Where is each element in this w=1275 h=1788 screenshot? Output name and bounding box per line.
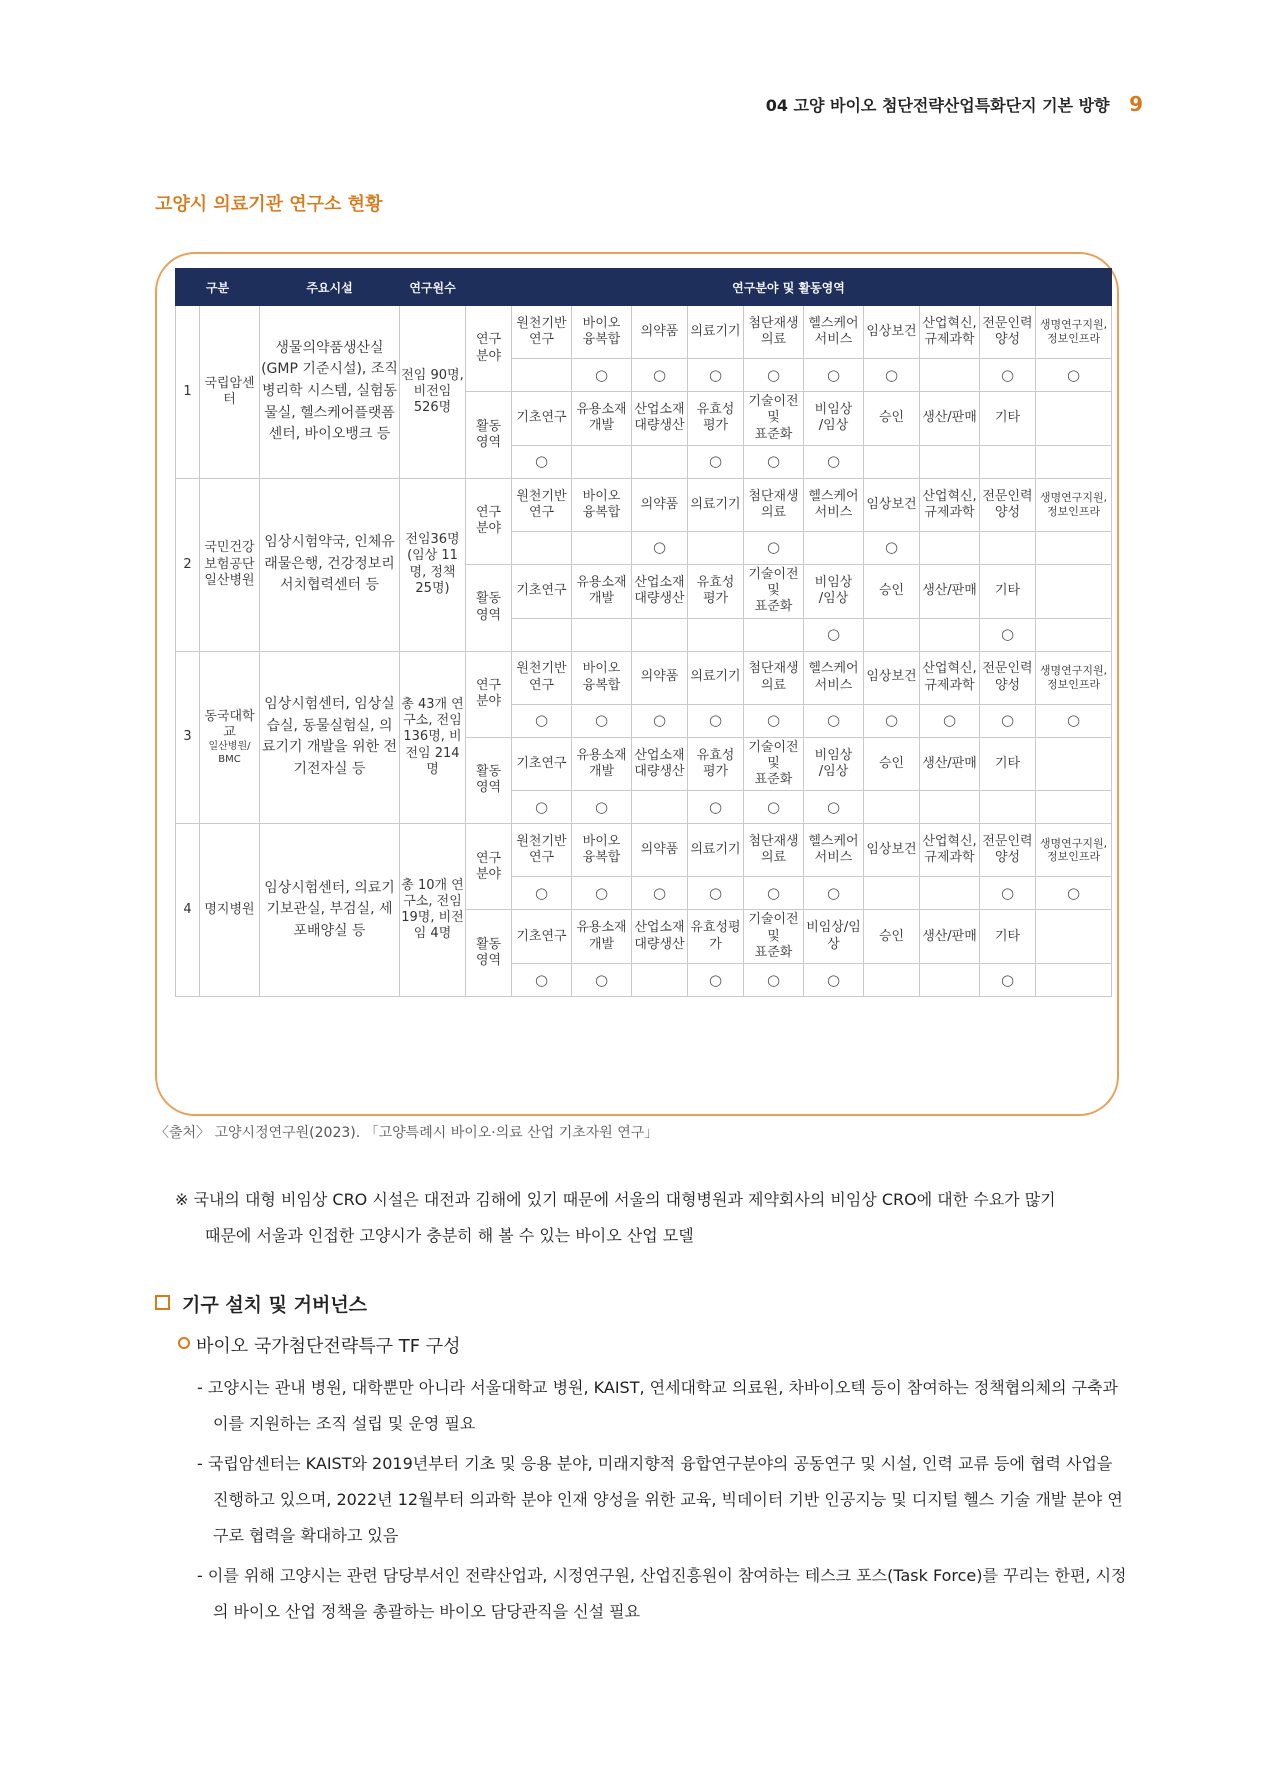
field-mark: ○ [512, 704, 572, 737]
page-number: 9 [1129, 92, 1143, 116]
activity-mark [1036, 445, 1112, 478]
activity-category: 기타 [980, 392, 1036, 446]
field-category: 원천기반 연구 [512, 306, 572, 359]
row-number: 1 [176, 306, 200, 479]
field-category: 원천기반 연구 [512, 651, 572, 704]
header-gubun: 구분 [176, 269, 260, 306]
field-mark: ○ [688, 877, 744, 910]
field-mark: ○ [632, 359, 688, 392]
field-mark [804, 531, 864, 564]
field-category: 생명연구지원, 정보인프라 [1036, 651, 1112, 704]
activity-category: 기술이전 및 표준화 [744, 737, 804, 791]
field-category: 원천기반 연구 [512, 478, 572, 531]
table-row [176, 651, 1112, 704]
table-row [176, 824, 1112, 877]
activity-mark [572, 618, 632, 651]
activity-category [1036, 564, 1112, 618]
institution-name-sub: 일산병원/ BMC [208, 741, 251, 765]
governance-title-text: 기구 설치 및 거버넌스 [182, 1294, 368, 1316]
institution-name-text: 국민건강보험공단 일산병원 [204, 540, 255, 588]
activity-mark [512, 618, 572, 651]
activity-mark: ○ [572, 964, 632, 997]
circle-bullet-icon [178, 1337, 190, 1349]
activity-category: 비임상 /임상 [804, 564, 864, 618]
field-category: 바이오 융복합 [572, 824, 632, 877]
field-mark: ○ [688, 704, 744, 737]
header-fields: 연구분야 및 활동영역 [466, 269, 1112, 306]
field-category: 전문인력 양성 [980, 824, 1036, 877]
institution-name [200, 651, 260, 824]
chapter-title: 04 고양 바이오 첨단전략산업특화단지 기본 방향 [765, 96, 1110, 115]
activity-category: 기타 [980, 737, 1036, 791]
activity-category: 유효성 평가 [688, 392, 744, 446]
field-category: 의료기기 [688, 824, 744, 877]
activity-category: 승인 [864, 392, 920, 446]
institution-table [175, 268, 1112, 997]
field-mark [1036, 531, 1112, 564]
field-mark [512, 531, 572, 564]
field-mark [920, 531, 980, 564]
field-category: 첨단재생 의료 [744, 651, 804, 704]
institution-name [200, 306, 260, 479]
header-researchers: 연구원수 [400, 269, 466, 306]
activity-mark [572, 445, 632, 478]
activity-mark: ○ [804, 618, 864, 651]
field-mark: ○ [744, 359, 804, 392]
activity-mark [980, 445, 1036, 478]
field-category: 생명연구지원, 정보인프라 [1036, 306, 1112, 359]
activity-mark [864, 791, 920, 824]
field-mark: ○ [632, 531, 688, 564]
field-mark: ○ [512, 877, 572, 910]
note-line-2: 때문에 서울과 인접한 고양시가 충분히 해 볼 수 있는 바이오 산업 모델 [205, 1226, 694, 1245]
field-mark: ○ [980, 704, 1036, 737]
section-title: 고양시 의료기관 연구소 현황 [155, 194, 383, 215]
field-mark: ○ [744, 877, 804, 910]
activity-category: 유용소재 개발 [572, 392, 632, 446]
field-category: 산업혁신, 규제과학 [920, 651, 980, 704]
researchers-cell: 총 10개 연구소, 전임 19명, 비전임 4명 [400, 824, 466, 997]
field-category: 헬스케어 서비스 [804, 306, 864, 359]
field-category: 임상보건 [864, 306, 920, 359]
activity-mark [920, 445, 980, 478]
field-category: 전문인력 양성 [980, 478, 1036, 531]
field-mark: ○ [864, 704, 920, 737]
activity-category: 기술이전 및 표준화 [744, 910, 804, 964]
activity-category: 유효성 평가 [688, 564, 744, 618]
field-mark: ○ [804, 359, 864, 392]
researchers-cell: 총 43개 연구소, 전임 136명, 비전임 214명 [400, 651, 466, 824]
field-category: 임상보건 [864, 651, 920, 704]
facilities-cell: 임상시험약국, 인체유래물은행, 건강정보리서치협력센터 등 [260, 478, 400, 651]
institution-name-text: 국립암센터 [204, 375, 255, 407]
field-mark [688, 531, 744, 564]
activity-category: 기타 [980, 910, 1036, 964]
activity-mark: ○ [512, 791, 572, 824]
activity-category: 생산/판매 [920, 564, 980, 618]
field-category: 바이오 융복합 [572, 306, 632, 359]
facilities-cell: 임상시험센터, 임상실습실, 동물실험실, 의료기기 개발을 위한 전기전자실 등 [260, 651, 400, 824]
activity-category: 유용소재 개발 [572, 737, 632, 791]
field-mark [572, 531, 632, 564]
activity-mark [920, 791, 980, 824]
row-number: 2 [176, 478, 200, 651]
field-category: 의약품 [632, 306, 688, 359]
field-mark: ○ [804, 877, 864, 910]
activity-category: 비임상 /임상 [804, 392, 864, 446]
field-category: 헬스케어 서비스 [804, 824, 864, 877]
researchers-cell: 전임36명 (임상 11명, 정책 25명) [400, 478, 466, 651]
researchers-cell: 전임 90명, 비전임 526명 [400, 306, 466, 479]
activity-mark [1036, 791, 1112, 824]
activity-mark: ○ [744, 964, 804, 997]
field-category: 원천기반 연구 [512, 824, 572, 877]
field-mark: ○ [744, 704, 804, 737]
activity-mark [920, 618, 980, 651]
field-category: 생명연구지원, 정보인프라 [1036, 824, 1112, 877]
activity-category [1036, 910, 1112, 964]
table-row [176, 478, 1112, 531]
source-citation: 〈출처〉 고양시정연구원(2023). 「고양특례시 바이오·의료 산업 기초자원 연구」 [155, 1125, 659, 1141]
activity-mark: ○ [744, 791, 804, 824]
activity-mark [688, 618, 744, 651]
activity-category: 기초연구 [512, 392, 572, 446]
activity-mark [632, 445, 688, 478]
activity-mark: ○ [804, 791, 864, 824]
field-label: 연구 분야 [466, 824, 512, 910]
field-category: 임상보건 [864, 478, 920, 531]
table-row [176, 306, 1112, 359]
field-mark: ○ [572, 704, 632, 737]
activity-category: 유용소재 개발 [572, 910, 632, 964]
governance-title [155, 1290, 367, 1317]
activity-mark [632, 964, 688, 997]
activity-category: 생산/판매 [920, 392, 980, 446]
field-category: 의약품 [632, 478, 688, 531]
institution-name-text: 명지병원 [204, 902, 255, 917]
field-category: 첨단재생 의료 [744, 306, 804, 359]
field-mark: ○ [572, 877, 632, 910]
field-mark [864, 877, 920, 910]
field-category: 의료기기 [688, 306, 744, 359]
facilities-cell: 생물의약품생산실(GMP 기준시설), 조직병리학 시스템, 실험동물실, 헬스케어플랫폼센터, 바이오뱅크 등 [260, 306, 400, 479]
activity-mark: ○ [688, 791, 744, 824]
field-category: 임상보건 [864, 824, 920, 877]
governance-subtitle-text: 바이오 국가첨단전략특구 TF 구성 [196, 1336, 461, 1357]
field-mark: ○ [688, 359, 744, 392]
field-mark: ○ [1036, 359, 1112, 392]
field-label: 연구 분야 [466, 651, 512, 737]
field-category: 바이오 융복합 [572, 651, 632, 704]
header-facilities: 주요시설 [260, 269, 400, 306]
note-line-1: ※ 국내의 대형 비임상 CRO 시설은 대전과 김해에 있기 때문에 서울의 대형병원과 제약회사의 비임상 CRO에 대한 수요가 많기 [175, 1190, 1056, 1209]
field-mark: ○ [632, 877, 688, 910]
activity-mark: ○ [512, 964, 572, 997]
activity-category: 기초연구 [512, 910, 572, 964]
activity-mark: ○ [804, 445, 864, 478]
activity-category: 유효성 평가 [688, 737, 744, 791]
bullet-item: - 고양시는 관내 병원, 대학뿐만 아니라 서울대학교 병원, KAIST, 연세대학교 의료원, 차바이오텍 등이 참여하는 정책협의체의 구축과 이를 지원하는 조직 설립 및 운영 필요 [197, 1378, 1119, 1433]
activity-mark [864, 618, 920, 651]
field-category: 전문인력 양성 [980, 651, 1036, 704]
activity-mark [864, 964, 920, 997]
institution-name [200, 478, 260, 651]
activity-category: 비임상/임상 [804, 910, 864, 964]
field-label: 연구 분야 [466, 478, 512, 564]
bullet-item: - 이를 위해 고양시는 관련 담당부서인 전략산업과, 시정연구원, 산업진흥원이 참여하는 테스크 포스(Task Force)를 꾸리는 한편, 시정의 바이오 산업 정책을 총괄하는 바이오 담당관직을 신설 필요 [197, 1566, 1127, 1621]
row-number: 4 [176, 824, 200, 997]
field-mark: ○ [980, 359, 1036, 392]
field-category: 산업혁신, 규제과학 [920, 306, 980, 359]
activity-mark: ○ [572, 791, 632, 824]
institution-name [200, 824, 260, 997]
note [175, 1182, 1135, 1254]
activity-mark: ○ [980, 618, 1036, 651]
activity-category [1036, 737, 1112, 791]
activity-category [1036, 392, 1112, 446]
activity-mark [744, 618, 804, 651]
field-category: 전문인력 양성 [980, 306, 1036, 359]
activity-category: 승인 [864, 564, 920, 618]
activity-mark: ○ [804, 964, 864, 997]
field-mark [980, 531, 1036, 564]
field-category: 생명연구지원, 정보인프라 [1036, 478, 1112, 531]
field-mark: ○ [864, 359, 920, 392]
row-number: 3 [176, 651, 200, 824]
field-mark: ○ [572, 359, 632, 392]
activity-mark: ○ [744, 445, 804, 478]
activity-category: 기초연구 [512, 737, 572, 791]
activity-mark [632, 791, 688, 824]
field-category: 헬스케어 서비스 [804, 651, 864, 704]
activity-category: 기술이전 및 표준화 [744, 564, 804, 618]
activity-mark [1036, 618, 1112, 651]
activity-mark: ○ [688, 445, 744, 478]
field-category: 첨단재생 의료 [744, 478, 804, 531]
activity-mark: ○ [688, 964, 744, 997]
field-label: 연구 분야 [466, 306, 512, 392]
governance-bullets [197, 1370, 1132, 1634]
activity-label: 활동 영역 [466, 392, 512, 479]
field-mark: ○ [1036, 704, 1112, 737]
field-category: 첨단재생 의료 [744, 824, 804, 877]
activity-category: 유효성평가 [688, 910, 744, 964]
field-mark: ○ [920, 704, 980, 737]
activity-label: 활동 영역 [466, 910, 512, 997]
field-mark: ○ [804, 704, 864, 737]
field-mark: ○ [632, 704, 688, 737]
activity-category: 산업소재 대량생산 [632, 564, 688, 618]
activity-category: 기타 [980, 564, 1036, 618]
activity-category: 승인 [864, 737, 920, 791]
activity-category: 생산/판매 [920, 737, 980, 791]
facilities-cell: 임상시험센터, 의료기기보관실, 부검실, 세포배양실 등 [260, 824, 400, 997]
field-category: 산업혁신, 규제과학 [920, 478, 980, 531]
institution-name-text: 동국대학교 [204, 708, 255, 740]
activity-mark [632, 618, 688, 651]
activity-category: 기술이전 및 표준화 [744, 392, 804, 446]
field-mark: ○ [864, 531, 920, 564]
field-mark: ○ [980, 877, 1036, 910]
activity-category: 기초연구 [512, 564, 572, 618]
activity-mark [980, 791, 1036, 824]
activity-mark [920, 964, 980, 997]
field-mark [920, 877, 980, 910]
field-category: 바이오 융복합 [572, 478, 632, 531]
field-mark [512, 359, 572, 392]
activity-label: 활동 영역 [466, 737, 512, 824]
governance-subtitle [178, 1332, 461, 1358]
activity-category: 산업소재 대량생산 [632, 737, 688, 791]
field-category: 헬스케어 서비스 [804, 478, 864, 531]
bullet-item: - 국립암센터는 KAIST와 2019년부터 기초 및 응용 분야, 미래지향적 융합연구분야의 공동연구 및 시설, 인력 교류 등에 협력 사업을 진행하고 있으며, 2022년 12월부터 의과학 분야 인재 양성을 위한 교육, 빅데이터 기반 인공지능 및 디지털 헬스 기술 개발 분야 연구로 협력을 확대하고 있음 [197, 1454, 1123, 1545]
activity-label: 활동 영역 [466, 564, 512, 651]
field-category: 의료기기 [688, 651, 744, 704]
activity-category: 유용소재 개발 [572, 564, 632, 618]
activity-mark [864, 445, 920, 478]
activity-mark: ○ [512, 445, 572, 478]
field-mark: ○ [744, 531, 804, 564]
square-bullet-icon [155, 1295, 170, 1310]
activity-category: 산업소재 대량생산 [632, 910, 688, 964]
field-mark [920, 359, 980, 392]
field-category: 의약품 [632, 651, 688, 704]
activity-category: 산업소재 대량생산 [632, 392, 688, 446]
field-category: 의료기기 [688, 478, 744, 531]
field-mark: ○ [1036, 877, 1112, 910]
field-category: 산업혁신, 규제과학 [920, 824, 980, 877]
activity-category: 승인 [864, 910, 920, 964]
field-category: 의약품 [632, 824, 688, 877]
activity-mark: ○ [980, 964, 1036, 997]
activity-category: 비임상 /임상 [804, 737, 864, 791]
page-header [766, 92, 1143, 116]
activity-mark [1036, 964, 1112, 997]
activity-category: 생산/판매 [920, 910, 980, 964]
